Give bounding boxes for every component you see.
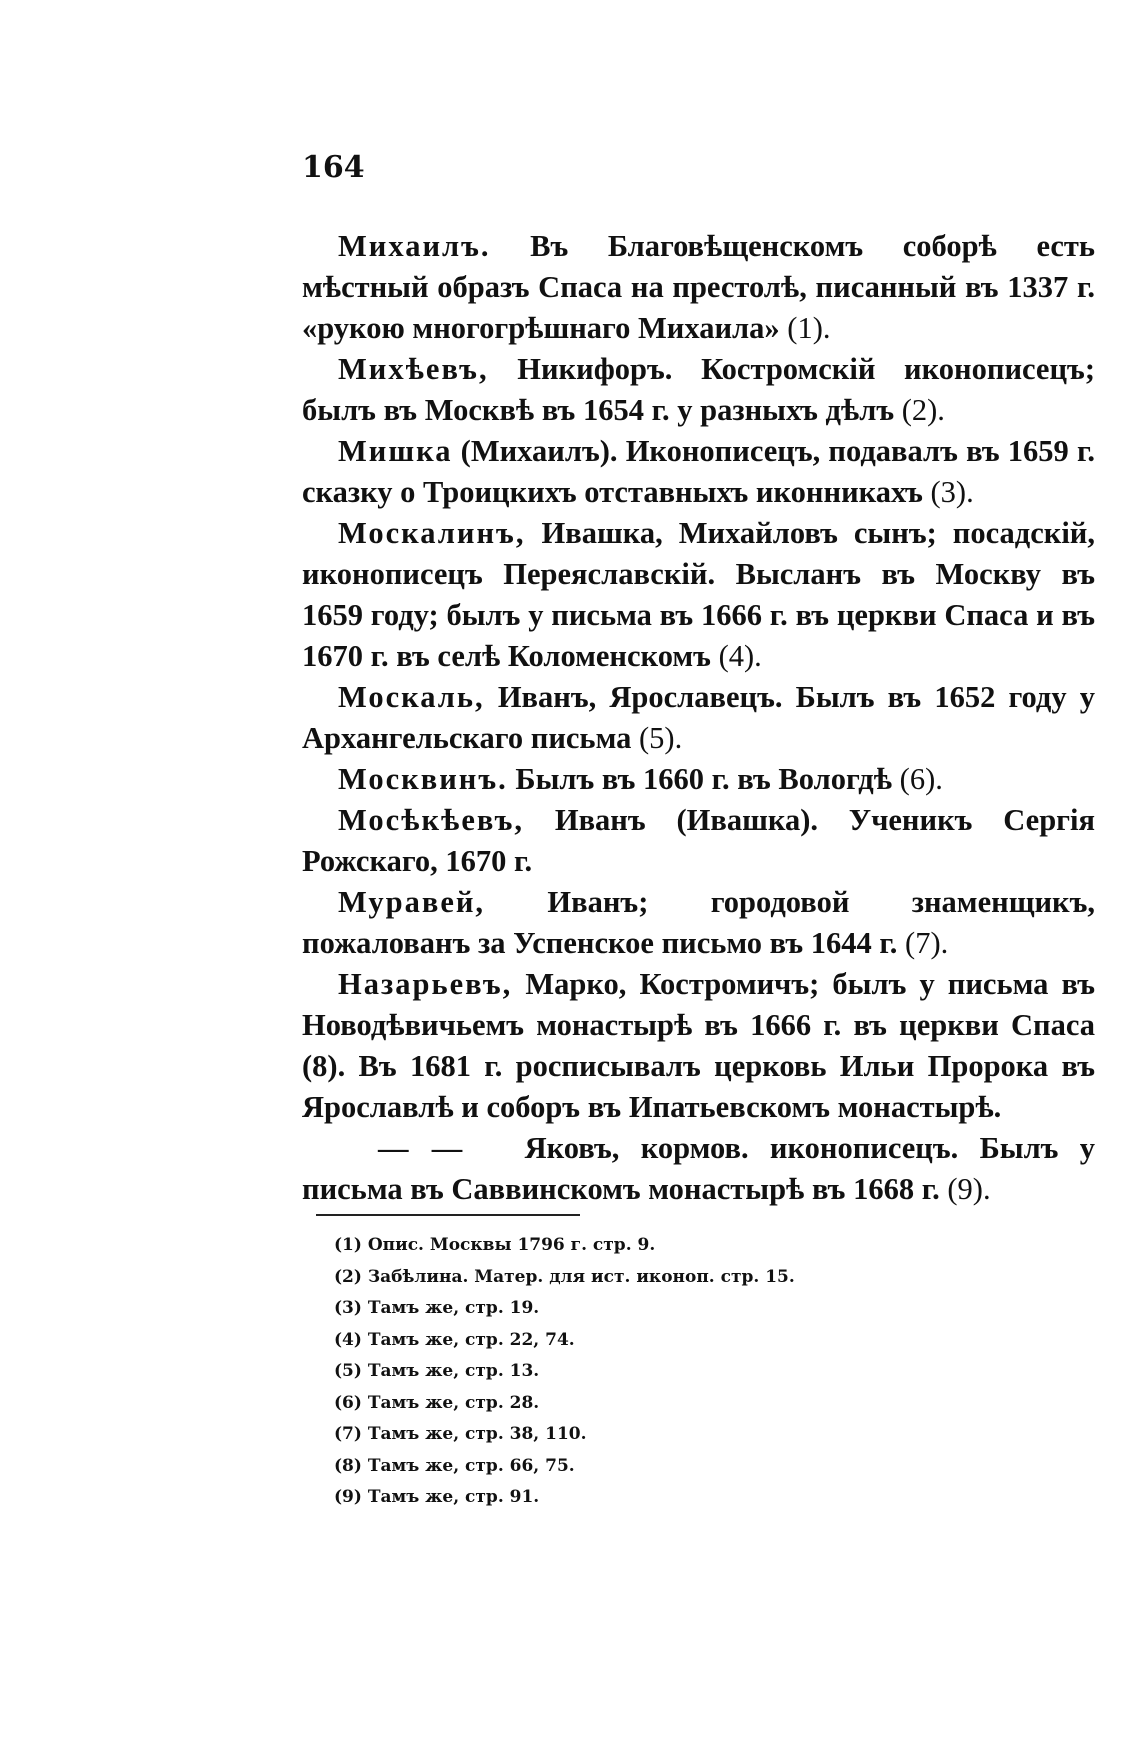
entry-nazarev-marko (302, 964, 1095, 1128)
entry-moskalin (302, 513, 1095, 677)
entry-note: (3). (930, 475, 974, 509)
footnote: (2) Забѣлина. Матер. для ист. иконоп. стр. 15. (334, 1266, 795, 1287)
entry-nazarev-yakov (302, 1128, 1095, 1210)
footnote-divider (316, 1214, 580, 1216)
entry-text: Яковъ, кормов. иконописецъ. Былъ у письма въ Саввинскомъ монастырѣ въ 1668 г. (302, 1131, 1096, 1206)
entry-name: Михаилъ. (338, 229, 491, 263)
entry-text: Былъ въ 1660 г. въ Вологдѣ (507, 762, 900, 796)
entry-mikhail (302, 226, 1095, 349)
entry-name: Мишка (338, 434, 453, 468)
entry-name: Мосѣкѣевъ, (338, 803, 525, 837)
entry-text: Иванъ (Ивашка). Ученикъ Сергія Рожскаго, 1670 г. (302, 803, 1095, 878)
footnote: (3) Тамъ же, стр. 19. (334, 1298, 540, 1318)
footnote: (4) Тамъ же, стр. 22, 74. (334, 1329, 575, 1350)
entry-moskvin (302, 759, 1095, 800)
entry-note: (4). (718, 639, 762, 673)
entry-text: Въ Благовѣщенскомъ соборѣ есть мѣстный образъ Спаса на престолѣ, писанный въ 1337 г. «рукою многогрѣшнаго Михаила» (302, 229, 1095, 345)
entry-name: Москалинъ, (338, 516, 526, 550)
entry-note: (6). (899, 762, 943, 796)
entry-note: (9). (947, 1172, 991, 1206)
entry-note: (7). (905, 926, 949, 960)
entry-text: Иванъ; городовой знаменщикъ, пожалованъ за Успенское письмо въ 1644 г. (302, 885, 1095, 960)
body-text (302, 226, 1095, 1210)
entry-mosekeev (302, 800, 1095, 882)
entry-text: Иванъ, Ярославецъ. Былъ въ 1652 году у Архангельскаго письма (302, 680, 1095, 755)
entry-text: Ивашка, Михайловъ сынъ; посадскій, иконописецъ Переяславскій. Высланъ въ Москву въ 1659 году; былъ у письма въ 1666 г. въ церкви Спаса и въ 1670 г. въ селѣ Коломенскомъ (302, 516, 1095, 673)
footnote: (6) Тамъ же, стр. 28. (334, 1392, 540, 1413)
entry-moskal (302, 677, 1095, 759)
entry-mikheev (302, 349, 1095, 431)
footnotes (334, 1230, 1034, 1514)
entry-name: Михѣевъ, (338, 352, 489, 386)
entry-note: (5). (639, 721, 683, 755)
entry-note: (1). (787, 311, 831, 345)
entry-text: (Михаилъ). Иконописецъ, подавалъ въ 1659 г. сказку о Троицкихъ отставныхъ иконникахъ (302, 434, 1095, 509)
entry-name: Назарьевъ, (338, 967, 513, 1001)
entry-text: Марко, Костромичъ; былъ у письма въ Новодѣвичьемъ монастырѣ въ 1666 г. въ церкви Спаса (8). Въ 1681 г. росписывалъ церковь Ильи Пророка въ Ярославлѣ и соборъ въ Ипатьевскомъ монастырѣ. (302, 967, 1095, 1124)
entry-muravei (302, 882, 1095, 964)
footnote: (7) Тамъ же, стр. 38, 110. (334, 1424, 587, 1444)
footnote: (1) Опис. Москвы 1796 г. стр. 9. (334, 1235, 656, 1255)
entry-text: Никифоръ. Костромскій иконописецъ; былъ въ Москвѣ въ 1654 г. у разныхъ дѣлъ (302, 352, 1095, 427)
entry-name: — — (378, 1131, 464, 1165)
footnote: (8) Тамъ же, стр. 66, 75. (334, 1455, 575, 1476)
entry-note: (2). (901, 393, 945, 427)
page-number: 164 (302, 150, 365, 185)
entry-mishka (302, 431, 1095, 513)
entry-name: Москаль, (338, 680, 485, 714)
entry-name: Москвинъ. (338, 762, 508, 796)
entry-name: Муравей, (338, 885, 486, 919)
footnote: (5) Тамъ же, стр. 13. (334, 1361, 540, 1381)
footnote: (9) Тамъ же, стр. 91. (334, 1487, 540, 1507)
